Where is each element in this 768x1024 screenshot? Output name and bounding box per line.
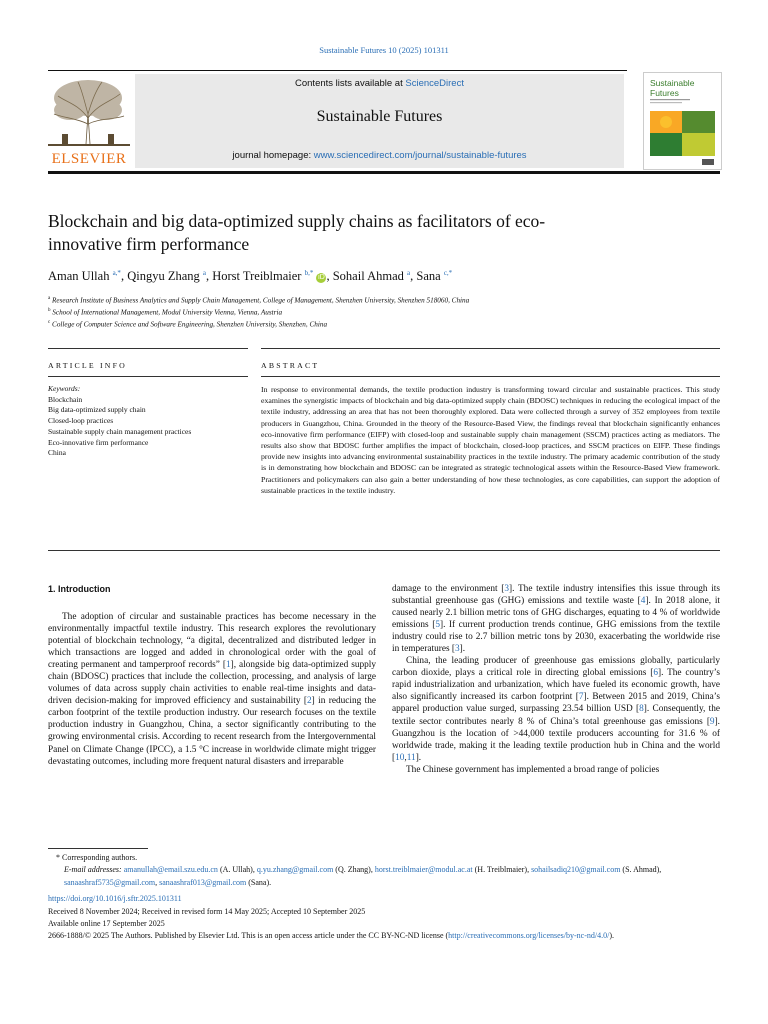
author-name[interactable]: Aman Ullah <box>48 269 110 284</box>
article-info-heading: ARTICLE INFO <box>48 361 127 370</box>
footnote-rule <box>48 848 148 849</box>
body-paragraph: The Chinese government has implemented a broad range of policies <box>406 764 660 775</box>
doi-link[interactable]: https://doi.org/10.1016/j.sftr.2025.101311 <box>48 894 182 904</box>
email-link[interactable]: sanaashraf013@gmail.com <box>159 877 247 887</box>
license-link[interactable]: http://creativecommons.org/licenses/by-nc-nd/4.0/ <box>448 931 610 941</box>
contents-line <box>135 78 624 89</box>
journal-cover-image <box>644 73 721 169</box>
abstract-heading: ABSTRACT <box>261 361 320 370</box>
affiliation-c: $^c$ College of Computer Science and Software Engineering, Shenzhen University, Shenzhen, China <box>48 320 328 329</box>
keyword-item: Closed-loop practices <box>48 416 114 426</box>
keyword-item: Blockchain <box>48 394 83 404</box>
svg-text:Futures: Futures <box>650 88 679 98</box>
email-link[interactable]: sanaashraf5735@gmail.com <box>64 877 156 887</box>
abstract-top-rule <box>261 348 720 349</box>
abstract-text: In response to environmental demands, the textile production industry is transforming toward circular and sustainable practices. This study examines the synergistic impacts of blockchain and big data-optimized supply chain (BDOSC) techniques in reducing the ecological impact of the textile industry, addressing an area that has not been thoroughly explored. Data were collected through a survey of 352 employees from textile producers in Guangzhou, China. Grounded in the theory of the Resource-Based View, the findings reveal that blockchain significantly enhances eco-innovative firm performance (EIFP) with closed-loop and sustainable supply chain management (SSCM) practices acting as mediators. The results also show that BDOSC further amplifies the impact of blockchain, closed-loop practices, and SSCM practices on EIFP. These findings provide new insights into advancing environmental sustainability practices in the textile industry. The primary academic contribution of the study is in demonstrating how blockchain and BDOSC can be integrated as strategic technological assets within the Resource-Based View framework. Practitioners and policymakers can also gain a better understanding of how these technologies, as core capabilities, can support the adoption of sustainable practices in the textile industry. <box>261 385 720 495</box>
contents-prefix: Contents lists available at <box>295 78 406 89</box>
svg-text:Sustainable: Sustainable <box>650 78 695 88</box>
body-paragraph: China, the leading producer of greenhouse gas emissions globally, particularly carbon dioxide, plays a critical role in directing global emissions [6]. The country’s rapid industrialization and urbanization, which have fueled its economic growth, have also significantly increased its carbon footprint [7]. Between 2015 and 2019, China’s apparel production value surged, surpassing 23.54 billion USD [8]. Consequently, the textile sector contributes nearly 8 % of China’s total greenhouse gas emissions [9]. Guangzhou is the location of >44,000 textile producers accounting for 31.6 % of worldwide trade, making it the leading textile production hub in China and the world [10,11]. <box>392 656 720 763</box>
elsevier-logo[interactable] <box>48 74 130 166</box>
section-heading-introduction: 1. Introduction <box>48 584 111 594</box>
author-affiliation-mark[interactable]: a,* <box>112 269 121 277</box>
citation-link[interactable]: 2 <box>306 696 312 707</box>
journal-title: Sustainable Futures <box>316 108 443 125</box>
sciencedirect-link[interactable]: ScienceDirect <box>405 78 464 89</box>
citation-link[interactable]: 1 <box>225 660 231 671</box>
citation-link[interactable]: 8 <box>639 704 644 715</box>
received-dates: Received 8 November 2024; Received in revised form 14 May 2025; Accepted 10 September 2025 <box>48 906 366 916</box>
keyword-item: China <box>48 448 66 458</box>
citation-link[interactable]: 3 <box>455 644 460 655</box>
body-paragraph: The adoption of circular and sustainable practices has become necessary in the environmentally impactful textile industry. This research explores the revolutionary potential of blockchain technology, “a digital, decentralized and distributed ledger in which transactions are logged and added in chronological order with the goal of creating permanent and tamperproof records” [1], alongside big data-optimized supply chain (BDOSC) practices that include the collection, processing, and analysis of large volumes of data across supply chain activities to enable real-time insights and data-driven decision-making for improved efficiency and sustainability [2] in reducing the carbon footprint of the textile production industry. Our research focuses on the textile production industry in Guangzhou, China, a sector significantly contributing to the growing environmental crisis. According to recent research from the Intergovernmental Panel on Climate Change (IPCC), a 1.5 °C increase in worldwide climate might trigger devastating outcomes, including more frequent natural disasters and irreparable <box>48 612 377 767</box>
author-affiliation-mark[interactable]: c,* <box>443 269 453 277</box>
svg-text:ELSEVIER: ELSEVIER <box>51 151 127 166</box>
citation-link[interactable]: 6 <box>653 668 658 679</box>
author-name[interactable]: Sana <box>416 269 441 284</box>
article-title: Blockchain and big data-optimized supply chains as facilitators of eco-innovative firm performance <box>48 211 546 254</box>
keywords-list <box>48 384 198 459</box>
keywords-label: Keywords: <box>48 384 81 393</box>
citation-link[interactable]: 10 <box>395 752 405 763</box>
journal-homepage-link[interactable]: www.sciencedirect.com/journal/sustainable-futures <box>313 150 527 161</box>
body-column-left <box>48 611 376 768</box>
homepage-prefix: journal homepage: <box>232 150 314 161</box>
email-link[interactable]: amanullah@email.szu.edu.cn <box>123 865 218 875</box>
corresponding-note: * Corresponding authors. <box>56 853 138 862</box>
body-paragraph: damage to the environment [3]. The textile industry intensifies this issue through its substantial greenhouse gas (GHG) emissions and textile waste [4]. In 2018 alone, it caused nearly 2.1 billion metric tons of GHG discharges, equating to 4 % of worldwide emissions [5]. If current production trends continue, GHG emissions from the textile industry could rise to 2.7 billion metric tons by 2030, exacerbating the worldwide rise in temperatures [3]. <box>392 584 720 655</box>
author-affiliation-mark[interactable]: b,* <box>304 269 314 277</box>
body-column-right <box>392 583 720 776</box>
email-link[interactable]: horst.treiblmaier@modul.ac.at <box>374 865 473 875</box>
affiliation-a: $^a$ Research Institute of Business Analytics and Supply Chain Management, College of Management, Shenzhen University, Shenzhen 518060, China <box>48 296 470 305</box>
masthead-bottom-rule <box>48 171 720 174</box>
citation-link[interactable]: 11 <box>406 752 416 763</box>
masthead-top-rule <box>48 70 627 71</box>
abstract-mid-rule <box>261 376 720 377</box>
journal-cover-thumbnail[interactable] <box>643 72 722 170</box>
author-affiliation-mark[interactable]: a <box>202 269 206 277</box>
author-name[interactable]: Qingyu Zhang <box>127 269 200 284</box>
license-statement: 2666-1888/© 2025 The Authors. Published by Elsevier Ltd. This is an open access article under the CC BY-NC-ND license (http://creativecommons.org/licenses/by-nc-nd/4.0/). <box>48 931 614 941</box>
footnotes <box>48 852 720 943</box>
journal-reference[interactable]: Sustainable Futures 10 (2025) 101311 <box>319 45 449 55</box>
orcid-icon[interactable]: iD <box>318 274 325 282</box>
email-addresses: E-mail addresses: amanullah@email.szu.edu.cn (A. Ullah), q.yu.zhang@gmail.com (Q. Zhang), horst.treiblmaier@modul.ac.at (H. Treiblmaier), sohailsadiq210@gmail.com (S. Ahmad), sanaashraf5735@gmail.com, sanaashraf013@gmail.com (Sana). <box>64 865 662 887</box>
email-link[interactable]: q.yu.zhang@gmail.com <box>256 865 334 875</box>
author-name[interactable]: Sohail Ahmad <box>332 269 404 284</box>
citation-link[interactable]: 9 <box>709 716 715 727</box>
available-online: Available online 17 September 2025 <box>48 919 165 929</box>
citation-link[interactable]: 4 <box>640 596 646 607</box>
citation-link[interactable]: 5 <box>435 620 440 631</box>
affiliation-b: $^b$ School of International Management, Modul University Vienna, Vienna, Austria <box>48 308 283 317</box>
article-info-mid-rule <box>48 376 248 377</box>
article-info-top-rule <box>48 348 248 349</box>
abstract-bottom-rule <box>48 550 720 551</box>
author-list: Aman Ullah $^{a,*}$, Qingyu Zhang $^a$, Horst Treiblmaier $^{b,*}$ iD , Sohail Ahmad $^a$, Sana $^{c,*}$ <box>48 269 453 284</box>
keyword-item: Eco-innovative firm performance <box>48 437 149 447</box>
keyword-item: Big data-optimized supply chain <box>48 405 146 415</box>
author-affiliation-mark[interactable]: a <box>407 269 411 277</box>
email-link[interactable]: sohailsadiq210@gmail.com <box>531 865 621 875</box>
citation-link[interactable]: 3 <box>504 584 510 594</box>
citation-link[interactable]: 7 <box>578 692 584 703</box>
elsevier-tree-icon <box>48 74 130 166</box>
author-name[interactable]: Horst Treiblmaier <box>212 269 302 284</box>
homepage-line <box>135 150 624 161</box>
keyword-item: Sustainable supply chain management practices <box>48 426 192 436</box>
